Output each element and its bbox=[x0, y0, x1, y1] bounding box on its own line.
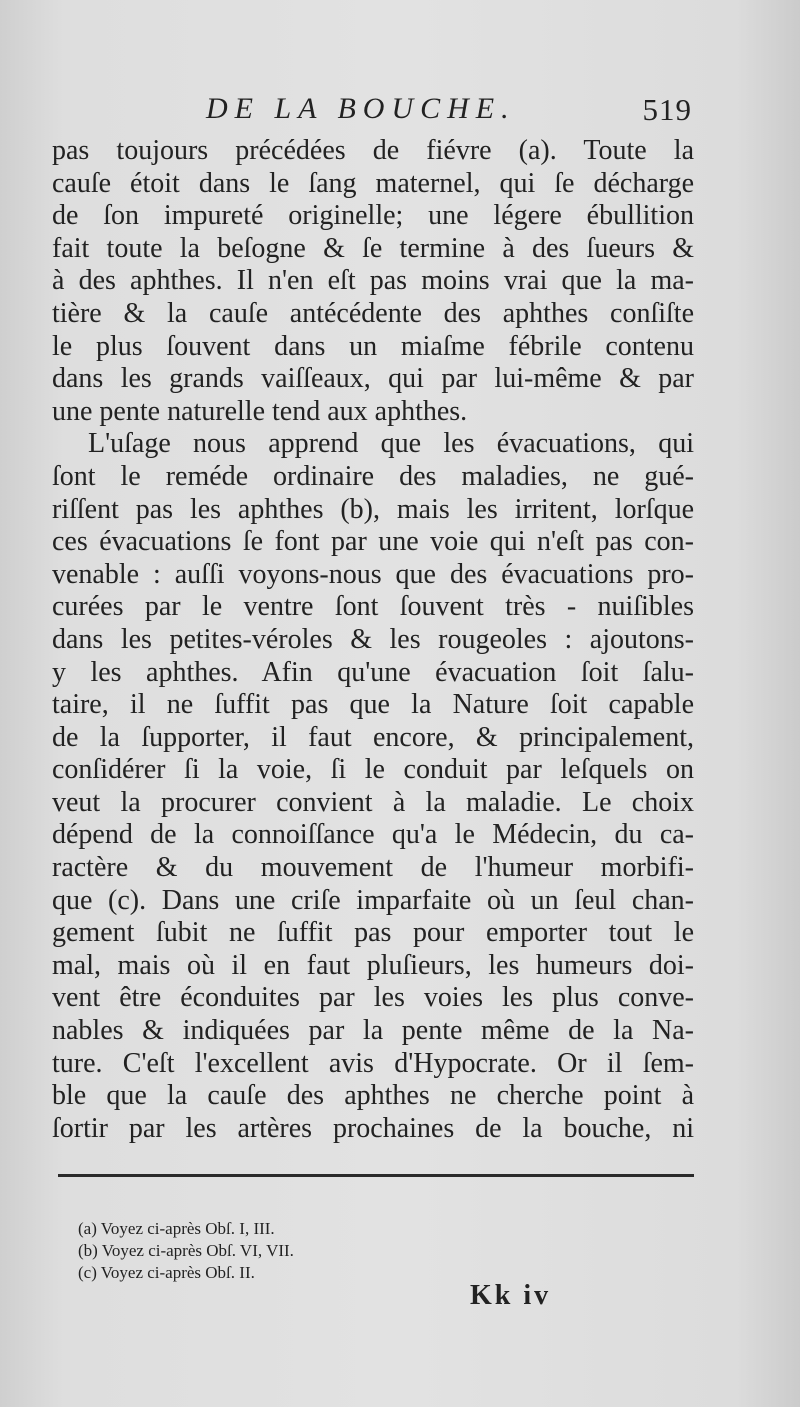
footnote-divider bbox=[58, 1174, 694, 1177]
text-line: une pente naturelle tend aux aphthes. bbox=[52, 395, 468, 427]
text-line: conſidérer ſi la voie, ſi le conduit par leſquels on bbox=[52, 754, 694, 786]
text-line: gement ſubit ne ſuffit pas pour emporter tout le bbox=[52, 917, 694, 949]
text-line: de ſon impureté originelle; une légere ébullition bbox=[52, 200, 694, 232]
text-line: y les aphthes. Afin qu'une évacuation ſoit ſalu- bbox=[52, 656, 694, 688]
text-line: ſont le reméde ordinaire des maladies, ne gué- bbox=[52, 460, 694, 492]
text-line: dans les grands vaiſſeaux, qui par lui-même & par bbox=[52, 363, 694, 395]
text-line: que (c). Dans une criſe imparfaite où un ſeul chan- bbox=[52, 884, 694, 916]
text-line: taire, il ne ſuffit pas que la Nature ſoit capable bbox=[52, 689, 694, 721]
text-line: venable : auſſi voyons-nous que des évacuations pro- bbox=[52, 558, 694, 590]
page-header bbox=[52, 92, 692, 132]
text-line: vent être éconduites par les voies les plus conve- bbox=[52, 982, 694, 1014]
text-line: ble que la cauſe des aphthes ne cherche point à bbox=[52, 1080, 694, 1112]
text-line: de la ſupporter, il faut encore, & principalement, bbox=[52, 721, 694, 753]
page-number: 519 bbox=[642, 92, 692, 127]
text-line: cauſe étoit dans le ſang maternel, qui ſe décharge bbox=[52, 167, 694, 199]
text-line: veut la procurer convient à la maladie. Le choix bbox=[52, 786, 694, 818]
text-line: curées par le ventre ſont ſouvent très - nuiſibles bbox=[52, 591, 694, 623]
text-line: pas toujours précédées de fiévre (a). Toute la bbox=[52, 135, 694, 166]
text-line: ſortir par les artères prochaines de la bouche, ni bbox=[52, 1112, 694, 1144]
text-line: nables & indiquées par la pente même de la Na- bbox=[52, 1015, 694, 1047]
running-head: DE LA BOUCHE. bbox=[206, 92, 516, 125]
text-line: L'uſage nous apprend que les évacuations, qui bbox=[88, 428, 694, 460]
text-line: ture. C'eſt l'excellent avis d'Hypocrate. Or il ſem- bbox=[52, 1047, 694, 1079]
signature-mark: Kk iv bbox=[470, 1280, 552, 1311]
body-text bbox=[52, 135, 694, 1145]
footnote-c: (c) Voyez ci-après Obſ. II. bbox=[78, 1263, 255, 1282]
text-line: dépend de la connoiſſance qu'a le Médecin, du ca- bbox=[52, 819, 694, 851]
text-line: tière & la cauſe antécédente des aphthes conſiſte bbox=[52, 297, 694, 329]
footnotes bbox=[78, 1218, 498, 1284]
footnote-b: (b) Voyez ci-après Obſ. VI, VII. bbox=[78, 1241, 294, 1260]
text-line: dans les petites-véroles & les rougeoles : ajoutons- bbox=[52, 623, 694, 655]
text-line: mal, mais où il en faut pluſieurs, les humeurs doi- bbox=[52, 949, 694, 981]
text-line: ces évacuations ſe font par une voie qui n'eſt pas con- bbox=[52, 526, 694, 558]
text-line: ractère & du mouvement de l'humeur morbifi- bbox=[52, 852, 694, 884]
footnote-a: (a) Voyez ci-après Obſ. I, III. bbox=[78, 1219, 275, 1238]
text-line: à des aphthes. Il n'en eſt pas moins vrai que la ma- bbox=[52, 265, 694, 297]
text-line: riſſent pas les aphthes (b), mais les irritent, lorſque bbox=[52, 493, 694, 525]
text-line: le plus ſouvent dans un miaſme fébrile contenu bbox=[52, 330, 694, 362]
text-line: fait toute la beſogne & ſe termine à des ſueurs & bbox=[52, 232, 694, 264]
